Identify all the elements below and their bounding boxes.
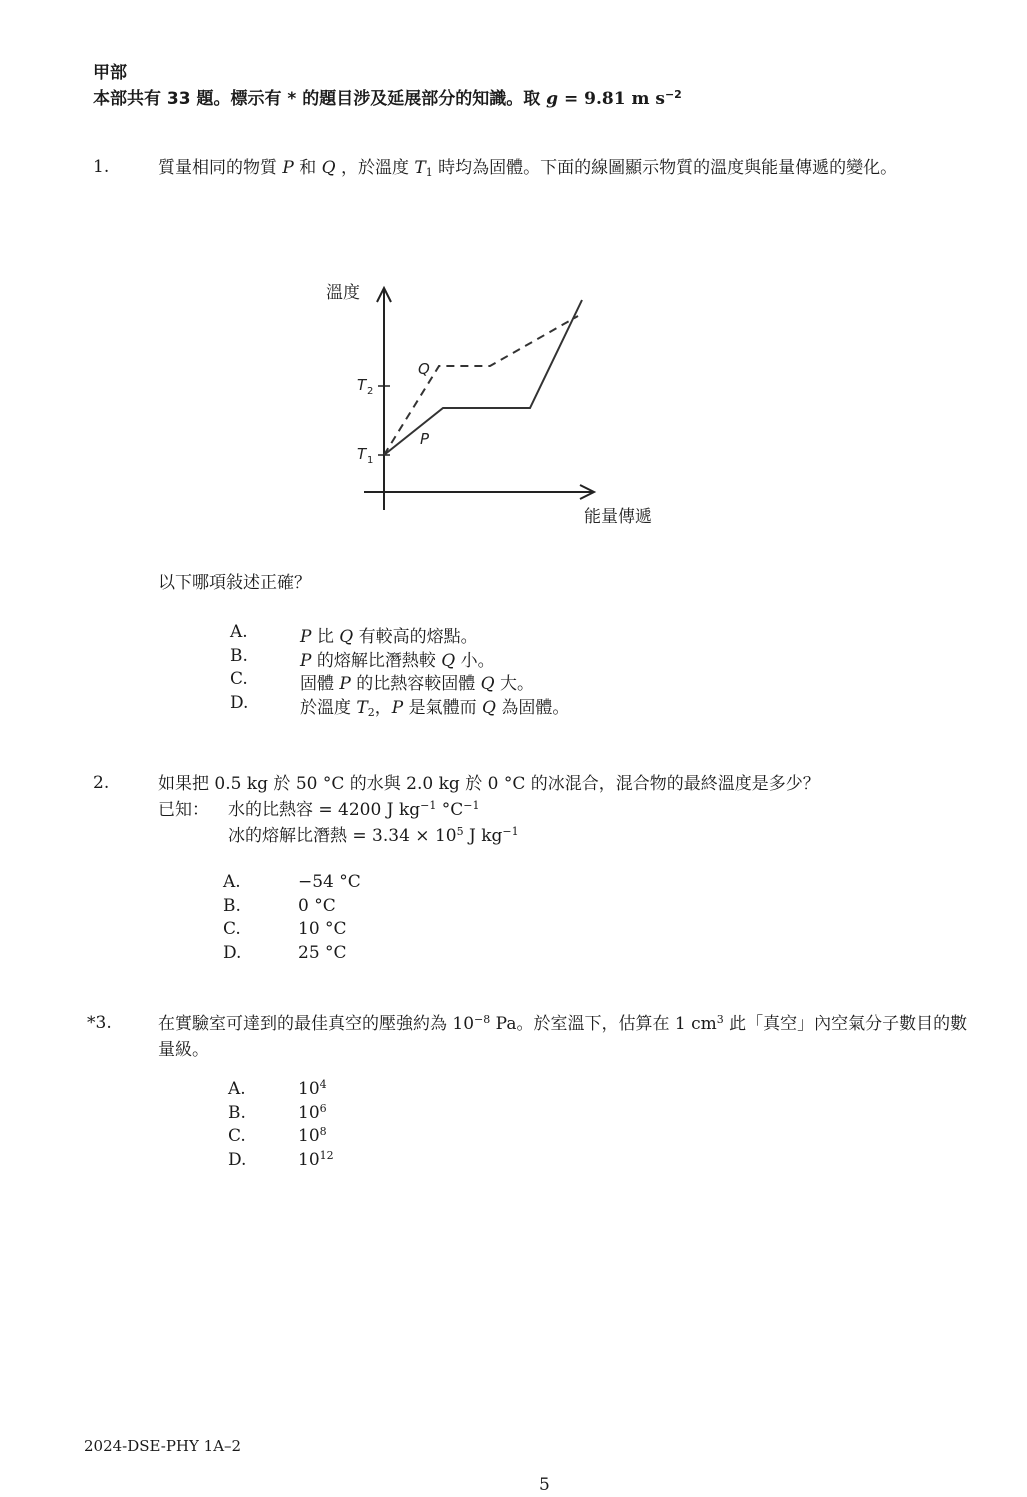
q1-option-d-t6: Q	[482, 697, 496, 718]
q1-option-d-t3: ，	[374, 697, 392, 718]
q2-option-a-value: −54 °C	[298, 872, 361, 892]
q2-given-2	[228, 823, 519, 849]
q3-option-b-label: B.	[228, 1102, 246, 1123]
q1-graph	[300, 270, 700, 540]
page-number: 5	[539, 1475, 550, 1495]
section-note-text: 本部共有 33 題。標示有 * 的題目涉及延展部分的知識。取	[93, 89, 541, 109]
q1-option-c	[230, 669, 569, 693]
q1-text-P: P	[282, 158, 294, 178]
q1-text-b: 和	[293, 158, 322, 178]
q3-option-d-label: D.	[228, 1149, 247, 1170]
q3-text	[158, 1011, 983, 1063]
q2-given1-e2: −1	[463, 799, 480, 812]
x-axis-label: 能量傳遞	[584, 507, 652, 527]
q3-option-b	[228, 1103, 334, 1127]
q3-options	[228, 1079, 334, 1173]
q3-number: *3.	[87, 1013, 112, 1033]
q2-text: 如果把 0.5 kg 於 50 °C 的水與 2.0 kg 於 0 °C 的冰混合，混合物的最終溫度是多少？	[158, 774, 820, 794]
q2-option-d-label: D.	[223, 942, 242, 963]
q1-option-b-t2: 的熔解比潛熱較	[311, 650, 442, 671]
q1-text	[158, 155, 983, 181]
q2-options	[223, 872, 361, 966]
q2-number: 2.	[93, 773, 110, 793]
q3-option-d-base: 10	[298, 1149, 320, 1170]
q1-option-c-t2: P	[339, 674, 351, 694]
q3-option-a	[228, 1079, 334, 1103]
q1-text-T-sub: 1	[425, 166, 433, 179]
q1-option-b-t4: 小。	[455, 650, 495, 671]
q1-option-b-t3: Q	[441, 650, 456, 671]
q1-options	[230, 622, 570, 719]
q1-option-d-t5: 是氣體而	[403, 697, 483, 718]
q2-option-b-value: 0 °C	[298, 895, 336, 916]
section-title: 甲部	[93, 63, 127, 83]
q2-option-d	[223, 943, 361, 967]
q1-option-c-t4: Q	[480, 674, 495, 694]
q1-option-a-t1: P	[300, 627, 312, 647]
q1-option-a-t4: 有較高的熔點。	[353, 627, 478, 647]
q2-given2-e1: 5	[456, 825, 464, 838]
q3-option-a-exp: 4	[319, 1078, 327, 1091]
q1-option-a-t3: Q	[339, 627, 354, 647]
q1-option-d	[230, 693, 569, 717]
q1-option-b	[230, 646, 569, 670]
q1-option-d-t1: 於溫度	[300, 697, 357, 718]
q3-option-c-exp: 8	[319, 1125, 327, 1138]
q1-option-a	[230, 622, 569, 646]
q3-exp1: −8	[474, 1013, 491, 1026]
q2-option-c	[223, 919, 361, 943]
q1-number: 1.	[93, 157, 110, 177]
q2-option-b	[223, 896, 361, 920]
curve-P	[384, 300, 582, 455]
q3-option-c	[228, 1126, 334, 1150]
q3-text-a: 在實驗室可達到的最佳真空的壓強約為 10	[158, 1014, 475, 1034]
paper-code-footer: 2024-DSE-PHY 1A–2	[84, 1437, 242, 1455]
q2-given1-a: 水的比熱容 = 4200 J kg	[228, 800, 421, 820]
q1-prompt: 以下哪項敍述正確？	[158, 573, 311, 593]
q2-given1-e1: −1	[420, 799, 437, 812]
t1-label: T	[357, 445, 367, 463]
q1-option-c-t1: 固體	[300, 674, 340, 694]
y-axis-label: 溫度	[326, 283, 360, 303]
q2-given2-a: 冰的熔解比潛熱 = 3.34 × 10	[228, 826, 457, 846]
q1-option-d-t2sub: 2	[367, 705, 375, 719]
q1-option-b-t1: P	[300, 650, 312, 671]
q2-given2-b: J kg	[463, 826, 503, 846]
q2-given2-e2: −1	[502, 825, 519, 838]
q1-option-d-t2: T	[356, 697, 368, 718]
g-value: = 9.81 m s	[563, 89, 665, 109]
q2-option-d-value: 25 °C	[298, 942, 347, 963]
t1-sub: 1	[367, 455, 374, 466]
q1-option-d-t7: 為固體。	[495, 697, 570, 718]
q2-option-a	[223, 872, 361, 896]
q1-text-T: T	[414, 158, 426, 178]
curve-Q	[384, 316, 578, 455]
q1-option-c-label: C.	[230, 669, 248, 689]
q1-option-c-t3: 的比熱容較固體	[350, 674, 481, 694]
q1-option-c-t5: 大。	[494, 674, 535, 694]
q3-option-c-base: 10	[298, 1126, 320, 1146]
q2-option-b-label: B.	[223, 895, 241, 916]
q2-option-c-label: C.	[223, 919, 241, 939]
q3-option-c-label: C.	[228, 1126, 246, 1146]
q1-text-Q: Q	[321, 158, 336, 178]
q1-option-d-t4: P	[391, 697, 404, 718]
q1-option-d-label: D.	[230, 692, 249, 713]
q3-exp2: 3	[716, 1013, 724, 1026]
g-symbol: g	[546, 89, 559, 109]
q1-option-b-label: B.	[230, 645, 248, 666]
q1-text-c: ，於溫度	[335, 158, 415, 178]
t2-label: T	[357, 376, 367, 394]
q2-given-label: 已知：	[158, 800, 209, 820]
curve-Q-label: Q	[418, 360, 430, 378]
q2-given1-b: °C	[436, 800, 464, 820]
q3-option-b-base: 10	[298, 1102, 320, 1123]
q3-option-d-exp: 12	[319, 1148, 334, 1162]
q3-text-c: 此「真空」內空氣分子數目的數量級。	[158, 1014, 968, 1060]
q2-option-a-label: A.	[223, 872, 241, 892]
q1-text-d: 時均為固體。下面的線圖顯示物質的溫度與能量傳遞的變化。	[432, 158, 898, 178]
q3-option-d	[228, 1150, 334, 1174]
q1-text-a: 質量相同的物質	[158, 158, 283, 178]
q1-option-a-t2: 比	[311, 627, 340, 647]
section-note	[93, 84, 682, 109]
q2-option-c-value: 10 °C	[298, 919, 347, 939]
curve-P-label: P	[420, 430, 430, 448]
t2-sub: 2	[367, 386, 374, 397]
g-exponent: −2	[664, 88, 682, 101]
q2-given-1	[228, 797, 479, 823]
q3-option-b-exp: 6	[319, 1101, 327, 1115]
q3-option-a-base: 10	[298, 1079, 320, 1099]
q3-text-b: Pa。於室溫下，估算在 1 cm	[490, 1014, 717, 1034]
q1-option-a-label: A.	[230, 622, 248, 642]
q3-option-a-label: A.	[228, 1079, 246, 1099]
